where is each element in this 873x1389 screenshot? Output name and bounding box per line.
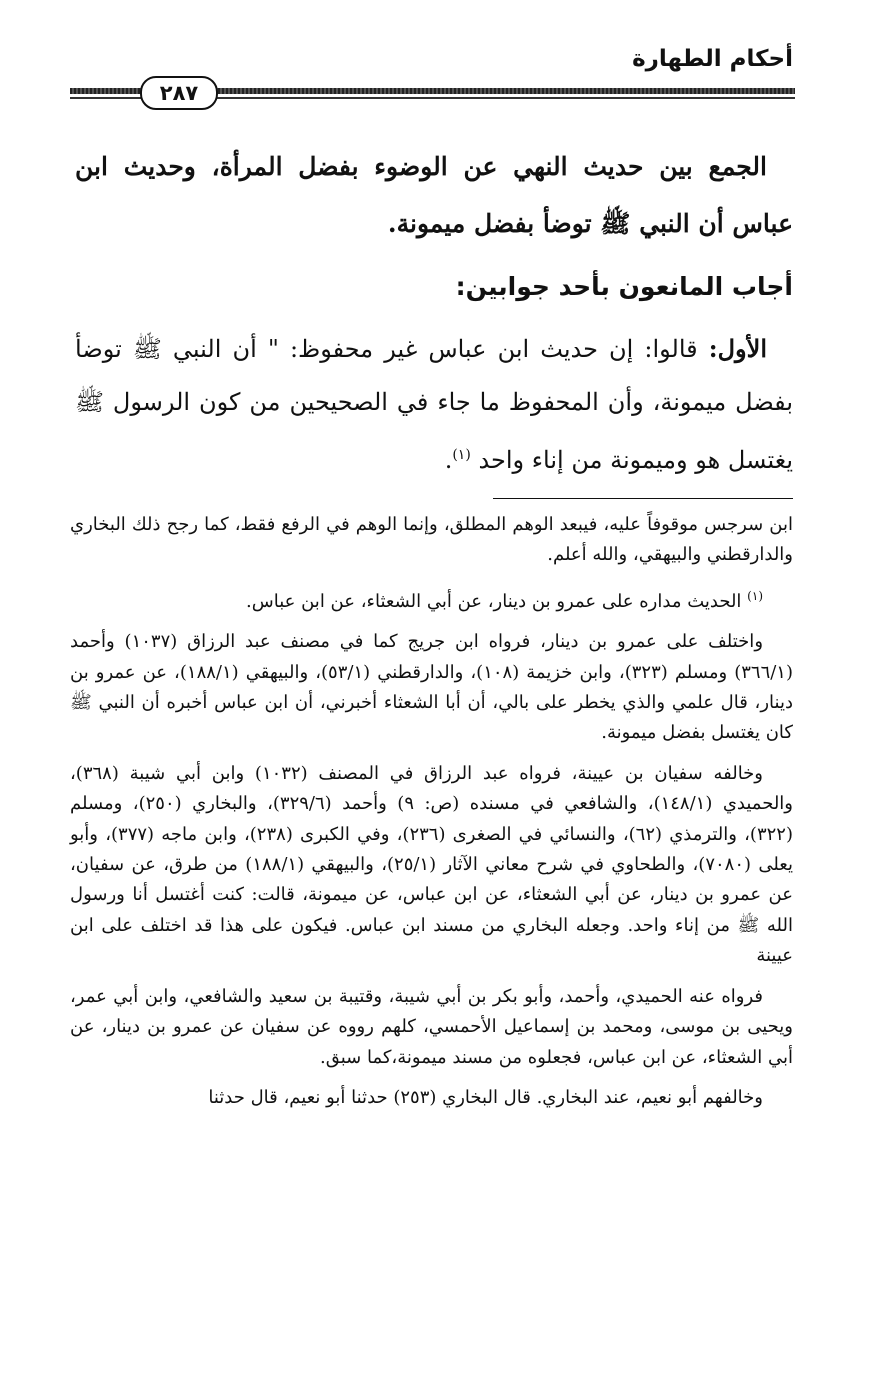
- answer-lead: الأول:: [708, 334, 767, 363]
- section-heading: أجاب المانعون بأحد جوابين:: [455, 272, 793, 301]
- footnote-paragraph: فرواه عنه الحميدي، وأحمد، وأبو بكر بن أبي شيبة، وقتيبة بن سعيد والشافعي، وابن أبي عمر، ويحيى بن موسى، ومحمد بن إسماعيل الأحمسي، كلهم رووه عن سفيان عن عمرو بن دينار، عن أبي الشعثاء، عن ابن عباس، فجعلوه من مسند ميمونة،كما سبق.: [70, 985, 793, 1068]
- footnote-ref: (١): [452, 447, 471, 463]
- footnote-1-text: الحديث مداره على عمرو بن دينار، عن أبي الشعثاء، عن ابن عباس.: [246, 590, 742, 612]
- footnote-1: [70, 581, 793, 617]
- footnote-carry-over: ابن سرجس موقوفاً عليه، فيبعد الوهم المطلق، وإنما الوهم في الرفع فقط، كما رجح ذلك البخاري والدارقطني والبيهقي، والله أعلم.: [70, 514, 793, 566]
- answer-text: قالوا: إن حديث ابن عباس غير محفوظ: " أن النبي ﷺ توضأ بفضل ميمونة، وأن المحفوظ ما جاء في الصحيحين من كون الرسول ﷺ يغتسل هو وميمونة من إناء واحد: [75, 335, 793, 474]
- footnote-marker: (١): [747, 588, 763, 603]
- footnote-separator: [493, 498, 793, 499]
- footnotes: [70, 510, 793, 1123]
- page-number: ٢٨٧: [140, 76, 218, 110]
- footnote-paragraph: واختلف على عمرو بن دينار، فرواه ابن جريج كما في مصنف عبد الرزاق (١٠٣٧) وأحمد (٣٦٦/١) ومسلم (٣٢٣)، وابن خزيمة (١٠٨)، والدارقطني (٥٣/١)، والبيهقي (١٨٨/١)، عن عمرو بن دينار، قال علمي والذي يخطر على بالي، أن أبا الشعثاء أخبرني، أن ابن عباس أخبره أن النبي ﷺ كان يغتسل بفضل ميمونة.: [70, 631, 794, 744]
- footnote-paragraph: وخالفهم أبو نعيم، عند البخاري. قال البخاري (٢٥٣) حدثنا أبو نعيم، قال حدثنا: [208, 1086, 763, 1108]
- footnote-paragraph: وخالفه سفيان بن عيينة، فرواه عبد الرزاق في المصنف (١٠٣٢) وابن أبي شيبة (٣٦٨)، والحميدي (١٤٨/١)، والشافعي في مسنده (ص: ٩) وأحمد (٣٢٩/٦)، والبخاري (٢٥٠)، ومسلم (٣٢٢)، والترمذي (٦٢)، والنسائي في الصغرى (٢٣٦)، وفي الكبرى (٢٣٨)، وابن ماجه (٣٧٧)، وأبو يعلى (٧٠٨٠)، والطحاوي في شرح معاني الآثار (٢٥/١)، والبيهقي (١٨٨/١) من طرق، عن سفيان، عن عمرو بن دينار، عن أبي الشعثاء، عن ابن عباس، عن ميمونة، قالت: كنت أغتسل أنا ورسول الله ﷺ من إناء واحد. وجعله البخاري من مسند ابن عباس. فيكون على هذا قد اختلف على ابن عيينة: [70, 762, 794, 967]
- running-title: أحكام الطهارة: [632, 46, 793, 72]
- intro-paragraph: الجمع بين حديث النهي عن الوضوء بفضل المرأة، وحديث ابن عباس أن النبي ﷺ توضأ بفضل ميمونة.: [75, 152, 793, 238]
- answer-paragraph: [75, 322, 793, 487]
- answer-end: .: [444, 446, 453, 474]
